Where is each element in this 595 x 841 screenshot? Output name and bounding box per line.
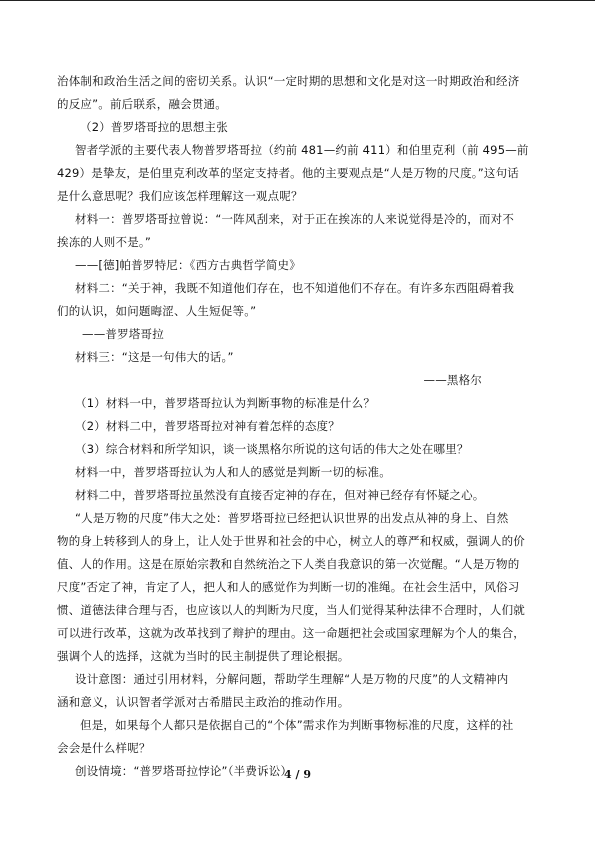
text-line: ——黑格尔 (423, 373, 482, 387)
text-line: 物的身上转移到人的身上，让人处于世界和社会的中心，树立人的尊严和权威，强调人的价 (57, 534, 525, 548)
document-body (57, 70, 542, 783)
text-line: （2）普罗塔哥拉的思想主张 (80, 120, 228, 134)
text-line: 429）是挚友，是伯里克利改革的坚定支持者。他的主要观点是“人是万物的尺度。”这句话 (57, 166, 520, 180)
text-line: （1）材料一中，普罗塔哥拉认为判断事物的标准是什么？ (75, 396, 376, 410)
top-border-line (0, 0, 595, 1)
text-line: 材料二：“关于神，我既不知道他们存在，也不知道他们不存在。有许多东西阻碍着我 (75, 281, 515, 295)
text-line: 挨冻的人则不是。” (57, 235, 152, 249)
text-line: 会会是什么样呢？ (57, 741, 151, 755)
text-line: 但是，如果每个人都只是依据自己的“个体”需求作为判断事物标准的尺度，这样的社 (80, 718, 514, 732)
page-number: 4 / 9 (284, 768, 311, 781)
text-line: 值、人的作用。这是在原始宗教和自然统治之下人类自我意识的第一次觉醒。“人是万物的 (57, 557, 520, 571)
text-line: “人是万物的尺度”伟大之处：普罗塔哥拉已经把认识世界的出发点从神的身上、自然 (75, 511, 509, 525)
text-line: （3）综合材料和所学知识，谈一谈黑格尔所说的这句话的伟大之处在哪里？ (75, 442, 469, 456)
text-line: 材料一：普罗塔哥拉曾说：“一阵风刮来，对于正在挨冻的人来说觉得是冷的，而对不 (75, 212, 515, 226)
text-line: 强调个人的选择，这就为当时的民主制提供了理论根据。 (57, 649, 350, 663)
text-line: （2）材料二中，普罗塔哥拉对神有着怎样的态度？ (75, 419, 340, 433)
text-line: 惯、道德法律合理与否，也应该以人的判断为尺度，当人们觉得某种法律不合理时，人们就 (57, 603, 525, 617)
text-line: 智者学派的主要代表人物普罗塔哥拉（约前 481—约前 411）和伯里克利（前 495—前 (75, 143, 529, 157)
text-line: 材料二中，普罗塔哥拉虽然没有直接否定神的存在，但对神已经存有怀疑之心。 (75, 488, 485, 502)
text-line: ——普罗塔哥拉 (82, 327, 164, 341)
text-line: 们的认识，如问题晦涩、人生短促等。” (57, 304, 257, 318)
text-line: 设计意图：通过引用材料，分解问题，帮助学生理解“人是万物的尺度”的人文精神内 (75, 672, 509, 686)
text-line: 涵和意义，认识智者学派对古希腊民主政治的推动作用。 (57, 695, 350, 709)
text-line: 材料三：“这是一句伟大的话。” (75, 350, 234, 364)
text-line: ——[德]帕普罗特尼：《西方古典哲学简史》 (75, 258, 301, 272)
text-line: 创设情境：“普罗塔哥拉悖论”（半费诉讼） (75, 764, 293, 778)
text-line: 尺度”否定了神，肯定了人，把人和人的感觉作为判断一切的准绳。在社会生活中，风俗习 (57, 580, 520, 594)
text-line: 可以进行改革，这就为改革找到了辩护的理由。这一命题把社会或国家理解为个人的集合， (57, 626, 525, 640)
text-line: 材料一中，普罗塔哥拉认为人和人的感觉是判断一切的标准。 (75, 465, 391, 479)
text-line: 是什么意思呢？我们应该怎样理解这一观点呢？ (57, 189, 303, 203)
text-line: 的反应”。前后联系，融会贯通。 (57, 97, 227, 111)
text-line: 治体制和政治生活之间的密切关系。认识“一定时期的思想和文化是对这一时期政治和经济 (57, 74, 520, 88)
